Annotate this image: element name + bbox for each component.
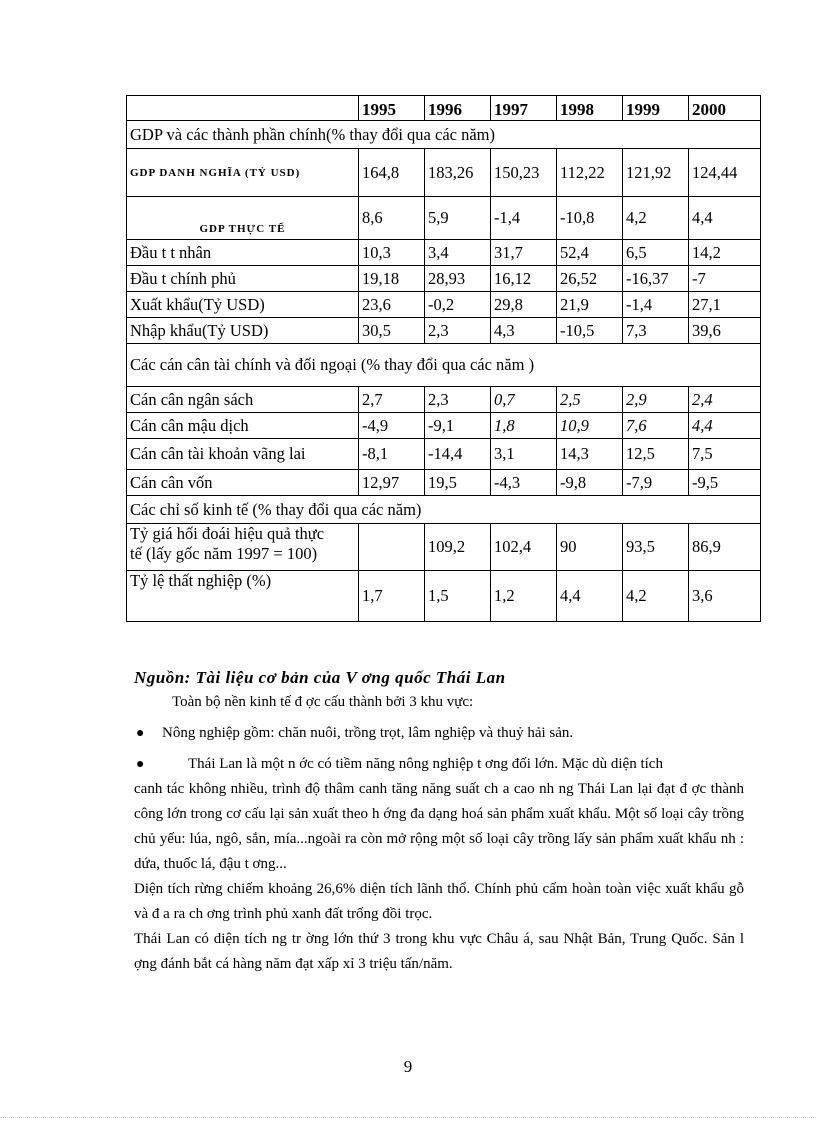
row-label-line: Tỷ giá hối đoái hiệu quả thực [130, 524, 325, 543]
table-cell: -4,3 [491, 470, 557, 496]
row-label: Đầu t t nhân [127, 240, 359, 266]
section-row [127, 121, 761, 149]
year-header: 1998 [557, 96, 623, 121]
table-cell: 4,2 [623, 571, 689, 622]
table-cell: 19,5 [425, 470, 491, 496]
row-label [127, 524, 359, 571]
table-cell: 30,5 [359, 318, 425, 344]
table-cell: 183,26 [425, 149, 491, 197]
table-cell: 1,8 [491, 413, 557, 439]
table-cell: -4,9 [359, 413, 425, 439]
header-empty-cell [127, 96, 359, 121]
row-label-line: tế (lấy gốc năm 1997 = 100) [130, 544, 318, 563]
table-cell: 4,4 [689, 197, 761, 240]
bullet-text: Nông nghiệp gồm: chăn nuôi, trồng trọt, lâm nghiệp và thuỷ hải sản. [162, 725, 574, 741]
table-cell: 4,2 [623, 197, 689, 240]
table-cell: 124,44 [689, 149, 761, 197]
year-header: 1999 [623, 96, 689, 121]
row-label: Tỷ lệ thất nghiệp (%) [127, 571, 359, 622]
table-cell: 2,3 [425, 387, 491, 413]
bullet-icon: ● [136, 726, 145, 741]
table-cell: 8,6 [359, 197, 425, 240]
table-cell: 29,8 [491, 292, 557, 318]
table-cell: 28,93 [425, 266, 491, 292]
table-cell: 31,7 [491, 240, 557, 266]
table-cell: 86,9 [689, 524, 761, 571]
table-cell: 26,52 [557, 266, 623, 292]
table-cell: 109,2 [425, 524, 491, 571]
table-cell: 1,5 [425, 571, 491, 622]
table-cell: 0,7 [491, 387, 557, 413]
table-cell: 6,5 [623, 240, 689, 266]
body-text [134, 665, 744, 977]
table-row [127, 318, 761, 344]
bullet-item [134, 721, 744, 746]
page-bottom-divider [0, 1117, 816, 1118]
table-cell: 12,97 [359, 470, 425, 496]
table-row [127, 266, 761, 292]
table-cell: -9,5 [689, 470, 761, 496]
forest-paragraph: Diện tích rừng chiếm khoảng 26,6% diện tích lãnh thổ. Chính phủ cấm hoàn toàn việc xuất khẩu gỗ và đ a ra ch ơng trình phủ xanh đất trống đồi trọc. [134, 881, 744, 922]
table-cell: -0,2 [425, 292, 491, 318]
table-cell: 19,18 [359, 266, 425, 292]
table-cell: 52,4 [557, 240, 623, 266]
row-label: Cán cân vốn [127, 470, 359, 496]
table-cell: 2,5 [557, 387, 623, 413]
table-cell: 121,92 [623, 149, 689, 197]
table-cell [359, 524, 425, 571]
table-row [127, 413, 761, 439]
row-label: Nhập khẩu(Tỷ USD) [127, 318, 359, 344]
table-cell: 2,9 [623, 387, 689, 413]
table-cell: 1,2 [491, 571, 557, 622]
table-row [127, 240, 761, 266]
bullet-icon: ● [136, 757, 145, 772]
table-cell: 150,23 [491, 149, 557, 197]
row-label: GDP THỰC TẾ [127, 197, 359, 240]
table-cell: 16,12 [491, 266, 557, 292]
row-label: GDP DANH NGHĨA (TỶ USD) [127, 149, 359, 197]
table-cell: -10,8 [557, 197, 623, 240]
year-header: 1995 [359, 96, 425, 121]
agriculture-paragraph: canh tác không nhiều, trình độ thâm canh tăng năng suất ch a cao nh ng Thái Lan lại đạt đ ợc thành công lớn trong cơ cấu lại sản xuất theo h ớng đa dạng hoá sản phẩm xuất khẩu. Một số loại cây trồng chủ yếu: lúa, ngô, sắn, mía...ngoài ra còn mở rộng một số loại cây trồng lấy sản phẩm xuất khẩu nh : dứa, thuốc lá, đậu t ơng... [134, 781, 744, 872]
table-cell: 2,3 [425, 318, 491, 344]
table-cell: -9,8 [557, 470, 623, 496]
table-cell: 10,9 [557, 413, 623, 439]
year-header: 2000 [689, 96, 761, 121]
table-cell: -10,5 [557, 318, 623, 344]
year-header: 1996 [425, 96, 491, 121]
source-caption: Nguồn: Tài liệu cơ bản của V ơng quốc Thái Lan [134, 668, 506, 687]
table-cell: -1,4 [623, 292, 689, 318]
row-label: Cán cân mậu dịch [127, 413, 359, 439]
table-cell: -16,37 [623, 266, 689, 292]
economic-indicators-table [126, 95, 760, 622]
table-cell: -14,4 [425, 439, 491, 470]
section-title-balance: Các cán cân tài chính và đối ngoại (% thay đổi qua các năm ) [127, 344, 761, 387]
table-cell: -1,4 [491, 197, 557, 240]
table-cell: 90 [557, 524, 623, 571]
table-cell: 10,3 [359, 240, 425, 266]
table-row [127, 524, 761, 571]
table-cell: -9,1 [425, 413, 491, 439]
table-cell: 4,3 [491, 318, 557, 344]
table-cell: -7,9 [623, 470, 689, 496]
table-cell: 12,5 [623, 439, 689, 470]
row-label: Xuất khẩu(Tỷ USD) [127, 292, 359, 318]
table-cell: 7,5 [689, 439, 761, 470]
year-header: 1997 [491, 96, 557, 121]
table-cell: 3,4 [425, 240, 491, 266]
table-cell: 93,5 [623, 524, 689, 571]
table-cell: 5,9 [425, 197, 491, 240]
table-cell: 4,4 [557, 571, 623, 622]
section-title-econ: Các chỉ số kinh tế (% thay đổi qua các năm) [127, 496, 761, 524]
bullet-item [134, 752, 744, 777]
table-cell: 4,4 [689, 413, 761, 439]
fishery-paragraph: Thái Lan có diện tích ng tr ờng lớn thứ 3 trong khu vực Châu á, sau Nhật Bản, Trung Quốc. Sản l ợng đánh bắt cá hàng năm đạt xấp xỉ 3 triệu tấn/năm. [134, 931, 744, 972]
table-row [127, 571, 761, 622]
table-cell: 39,6 [689, 318, 761, 344]
table-cell: 2,7 [359, 387, 425, 413]
table-cell: 1,7 [359, 571, 425, 622]
table-cell: 27,1 [689, 292, 761, 318]
table-cell: -8,1 [359, 439, 425, 470]
table-cell: 2,4 [689, 387, 761, 413]
table-row [127, 292, 761, 318]
section-row [127, 496, 761, 524]
row-label: Đầu t chính phủ [127, 266, 359, 292]
intro-paragraph: Toàn bộ nền kinh tế đ ợc cấu thành bởi 3 khu vực: [172, 694, 474, 710]
table-cell: 23,6 [359, 292, 425, 318]
table-row [127, 470, 761, 496]
page-number: 9 [403, 1057, 413, 1076]
section-title-gdp: GDP và các thành phần chính(% thay đổi qua các năm) [127, 121, 761, 149]
table-row [127, 439, 761, 470]
section-row [127, 344, 761, 387]
row-label: Cán cân ngân sách [127, 387, 359, 413]
table-cell: 112,22 [557, 149, 623, 197]
table-cell: 164,8 [359, 149, 425, 197]
table-cell: 7,3 [623, 318, 689, 344]
table-cell: 21,9 [557, 292, 623, 318]
table-row [127, 197, 761, 240]
table-cell: 14,3 [557, 439, 623, 470]
table-cell: 3,6 [689, 571, 761, 622]
table-row [127, 387, 761, 413]
row-label: Cán cân tài khoản vãng lai [127, 439, 359, 470]
header-row [127, 96, 761, 121]
table-cell: 3,1 [491, 439, 557, 470]
table-cell: 14,2 [689, 240, 761, 266]
table-cell: 102,4 [491, 524, 557, 571]
table-row [127, 149, 761, 197]
table-cell: -7 [689, 266, 761, 292]
table-cell: 7,6 [623, 413, 689, 439]
bullet-text: Thái Lan là một n ớc có tiềm năng nông nghiệp t ơng đối lớn. Mặc dù diện tích [188, 756, 663, 772]
